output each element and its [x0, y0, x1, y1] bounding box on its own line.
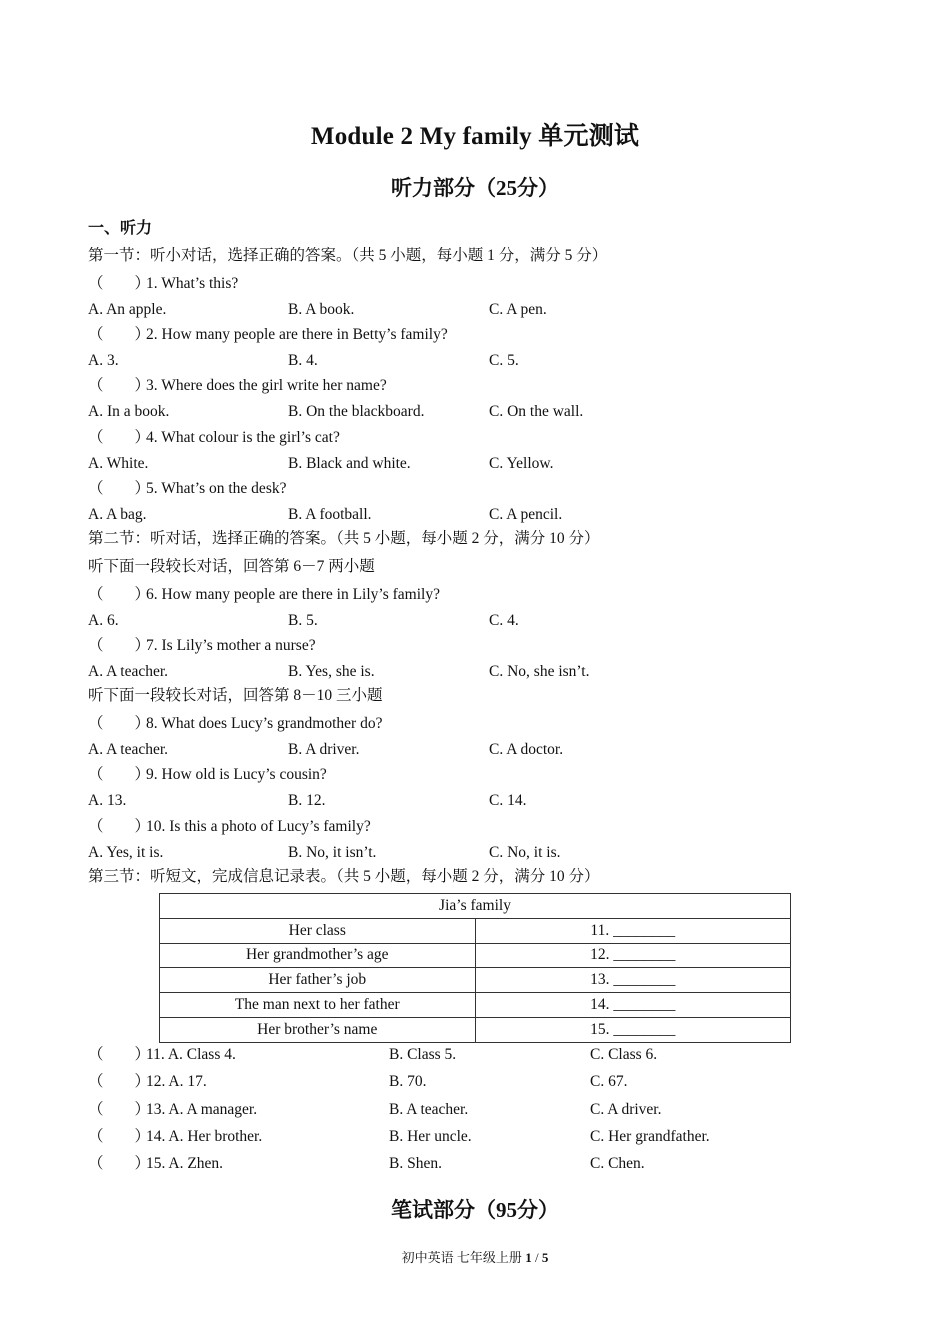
- table-row: Her brother’s name 15. ________: [160, 1017, 791, 1042]
- q7-option-b: B. Yes, she is.: [288, 663, 375, 680]
- table-row: Her class 11. ________: [160, 918, 791, 943]
- info-table: [159, 893, 791, 1043]
- question-2: （ ）2. How many people are there in Betty’s family?: [88, 326, 448, 343]
- question-12: （ ）12. A. 17.: [88, 1073, 207, 1090]
- q1-option-a: A. An apple.: [88, 301, 167, 318]
- q9-option-b: B. 12.: [288, 792, 326, 809]
- table-row: Her grandmother’s age 12. ________: [160, 943, 791, 968]
- q10-option-a: A. Yes, it is.: [88, 844, 164, 861]
- q4-option-b: B. Black and white.: [288, 455, 411, 472]
- q6-option-c: C. 4.: [489, 612, 519, 629]
- question-7: （ ）7. Is Lily’s mother a nurse?: [88, 637, 316, 654]
- q3-option-b: B. On the blackboard.: [288, 403, 425, 420]
- q4-option-a: A. White.: [88, 455, 149, 472]
- q7-option-c: C. No, she isn’t.: [489, 663, 590, 680]
- q5-option-b: B. A football.: [288, 506, 372, 523]
- question-5: （ ）5. What’s on the desk?: [88, 480, 287, 497]
- q12-option-b: B. 70.: [389, 1073, 427, 1090]
- question-4: （ ）4. What colour is the girl’s cat?: [88, 429, 340, 446]
- q12-option-c: C. 67.: [590, 1073, 628, 1090]
- section3-instruction: 第三节：听短文，完成信息记录表。（共 5 小题，每小题 2 分，满分 10 分）: [88, 868, 600, 885]
- question-10: （ ）10. Is this a photo of Lucy’s family?: [88, 818, 371, 835]
- section2-sub2: 听下面一段较长对话，回答第 8－10 三小题: [88, 687, 383, 704]
- section1-instruction: 第一节：听小对话，选择正确的答案。（共 5 小题，每小题 1 分，满分 5 分）: [88, 247, 608, 264]
- q1-option-b: B. A book.: [288, 301, 355, 318]
- q6-option-a: A. 6.: [88, 612, 119, 629]
- q3-option-a: A. In a book.: [88, 403, 170, 420]
- page-footer: 初中英语 七年级上册 1 / 5: [401, 1250, 549, 1265]
- question-11: （ ）11. A. Class 4.: [88, 1046, 236, 1063]
- q9-option-a: A. 13.: [88, 792, 127, 809]
- question-1: （ ）1. What’s this?: [88, 275, 239, 292]
- q10-option-b: B. No, it isn’t.: [288, 844, 377, 861]
- table-row: Her father’s job 13. ________: [160, 968, 791, 993]
- q2-option-b: B. 4.: [288, 352, 318, 369]
- section2-instruction: 第二节：听对话，选择正确的答案。（共 5 小题，每小题 2 分，满分 10 分）: [88, 530, 600, 547]
- q1-option-c: C. A pen.: [489, 301, 547, 318]
- q5-option-c: C. A pencil.: [489, 506, 563, 523]
- page-title: Module 2 My family 单元测试: [310, 123, 640, 150]
- part-one-heading: 一、听力: [88, 220, 153, 237]
- q2-option-c: C. 5.: [489, 352, 519, 369]
- q15-option-c: C. Chen.: [590, 1155, 645, 1172]
- q5-option-a: A. A bag.: [88, 506, 147, 523]
- question-3: （ ）3. Where does the girl write her name?: [88, 377, 387, 394]
- q6-option-b: B. 5.: [288, 612, 318, 629]
- q4-option-c: C. Yellow.: [489, 455, 554, 472]
- page-number: 1: [525, 1250, 532, 1265]
- question-9: （ ）9. How old is Lucy’s cousin?: [88, 766, 327, 783]
- q13-option-c: C. A driver.: [590, 1101, 662, 1118]
- q10-option-c: C. No, it is.: [489, 844, 561, 861]
- q8-option-a: A. A teacher.: [88, 741, 169, 758]
- question-6: （ ）6. How many people are there in Lily’s family?: [88, 586, 440, 603]
- q7-option-a: A. A teacher.: [88, 663, 169, 680]
- q11-option-b: B. Class 5.: [389, 1046, 457, 1063]
- q14-option-b: B. Her uncle.: [389, 1128, 472, 1145]
- q15-option-b: B. Shen.: [389, 1155, 442, 1172]
- section2-sub1: 听下面一段较长对话，回答第 6－7 两小题: [88, 558, 375, 575]
- q13-option-b: B. A teacher.: [389, 1101, 469, 1118]
- q2-option-a: A. 3.: [88, 352, 119, 369]
- q9-option-c: C. 14.: [489, 792, 527, 809]
- table-title: Jia’s family: [160, 894, 791, 919]
- question-15: （ ）15. A. Zhen.: [88, 1155, 224, 1172]
- question-13: （ ）13. A. A manager.: [88, 1101, 258, 1118]
- q8-option-b: B. A driver.: [288, 741, 360, 758]
- listening-header: 听力部分（25分）: [391, 176, 559, 200]
- page-total: 5: [541, 1250, 549, 1265]
- question-14: （ ）14. A. Her brother.: [88, 1128, 263, 1145]
- table-row: The man next to her father 14. ________: [160, 993, 791, 1018]
- q11-option-c: C. Class 6.: [590, 1046, 658, 1063]
- question-8: （ ）8. What does Lucy’s grandmother do?: [88, 715, 383, 732]
- writing-header: 笔试部分（95分）: [391, 1198, 559, 1222]
- q14-option-c: C. Her grandfather.: [590, 1128, 710, 1145]
- q3-option-c: C. On the wall.: [489, 403, 584, 420]
- q8-option-c: C. A doctor.: [489, 741, 564, 758]
